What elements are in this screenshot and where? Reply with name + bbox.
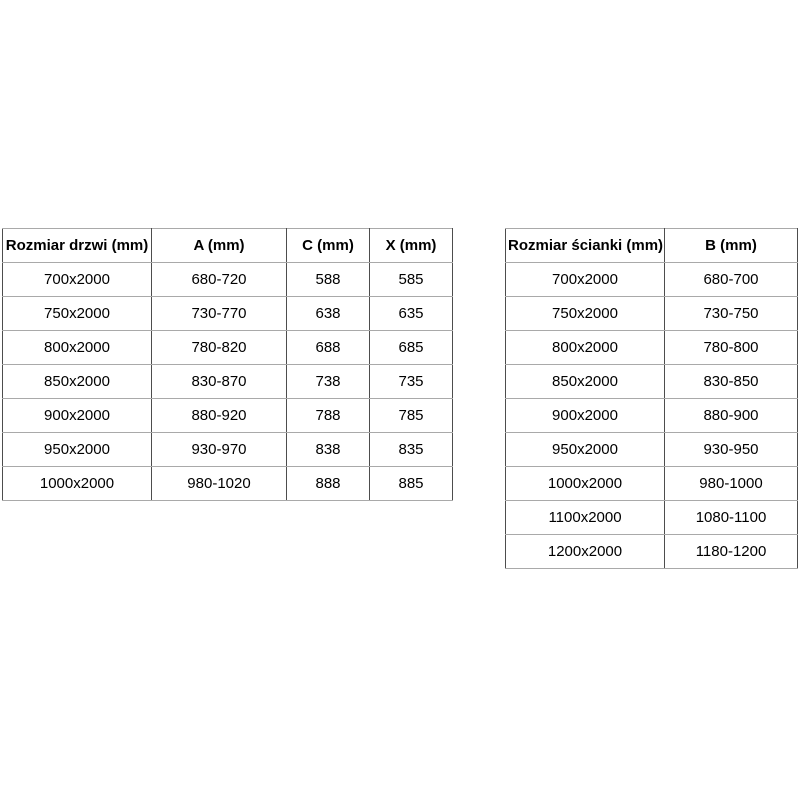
- table-row: [506, 535, 798, 569]
- door-size-table: [2, 228, 453, 501]
- table-cell: 800x2000: [506, 331, 665, 365]
- column-header: A (mm): [152, 229, 287, 263]
- table-cell: 838: [287, 433, 370, 467]
- column-header: Rozmiar ścianki (mm): [506, 229, 665, 263]
- table-cell: 585: [370, 263, 453, 297]
- table-cell: 680-720: [152, 263, 287, 297]
- table-cell: 700x2000: [506, 263, 665, 297]
- table-row: [3, 467, 453, 501]
- column-header: C (mm): [287, 229, 370, 263]
- table-cell: 680-700: [665, 263, 798, 297]
- table-cell: 880-920: [152, 399, 287, 433]
- table-cell: 685: [370, 331, 453, 365]
- table-cell: 830-850: [665, 365, 798, 399]
- table-cell: 730-750: [665, 297, 798, 331]
- table-row: [3, 399, 453, 433]
- table-row: [506, 467, 798, 501]
- door-size-table-body: [3, 263, 453, 501]
- table-row: [3, 365, 453, 399]
- table-row: [3, 433, 453, 467]
- header-row: [3, 229, 453, 263]
- table-row: [3, 263, 453, 297]
- table-cell: 638: [287, 297, 370, 331]
- table-row: [506, 365, 798, 399]
- wall-size-table-body: [506, 263, 798, 569]
- column-header: X (mm): [370, 229, 453, 263]
- table-row: [506, 263, 798, 297]
- table-cell: 900x2000: [3, 399, 152, 433]
- table-cell: 688: [287, 331, 370, 365]
- table-cell: 835: [370, 433, 453, 467]
- table-cell: 980-1000: [665, 467, 798, 501]
- table-cell: 885: [370, 467, 453, 501]
- table-cell: 738: [287, 365, 370, 399]
- table-row: [3, 297, 453, 331]
- table-cell: 800x2000: [3, 331, 152, 365]
- table-cell: 750x2000: [506, 297, 665, 331]
- table-cell: 1100x2000: [506, 501, 665, 535]
- header-row: [506, 229, 798, 263]
- table-cell: 830-870: [152, 365, 287, 399]
- table-cell: 785: [370, 399, 453, 433]
- table-row: [3, 331, 453, 365]
- table-cell: 880-900: [665, 399, 798, 433]
- table-cell: 788: [287, 399, 370, 433]
- column-header: Rozmiar drzwi (mm): [3, 229, 152, 263]
- table-cell: 850x2000: [506, 365, 665, 399]
- table-cell: 1180-1200: [665, 535, 798, 569]
- table-row: [506, 399, 798, 433]
- table-row: [506, 297, 798, 331]
- table-cell: 900x2000: [506, 399, 665, 433]
- table-cell: 780-800: [665, 331, 798, 365]
- table-cell: 850x2000: [3, 365, 152, 399]
- table-cell: 1000x2000: [506, 467, 665, 501]
- table-cell: 588: [287, 263, 370, 297]
- table-row: [506, 433, 798, 467]
- table-cell: 1000x2000: [3, 467, 152, 501]
- table-cell: 735: [370, 365, 453, 399]
- table-row: [506, 331, 798, 365]
- column-header: B (mm): [665, 229, 798, 263]
- table-cell: 1080-1100: [665, 501, 798, 535]
- wall-size-table: [505, 228, 798, 569]
- table-cell: 950x2000: [506, 433, 665, 467]
- table-cell: 750x2000: [3, 297, 152, 331]
- table-cell: 1200x2000: [506, 535, 665, 569]
- table-row: [506, 501, 798, 535]
- table-cell: 635: [370, 297, 453, 331]
- table-cell: 950x2000: [3, 433, 152, 467]
- table-cell: 930-970: [152, 433, 287, 467]
- table-cell: 980-1020: [152, 467, 287, 501]
- wall-size-table-header: [506, 229, 798, 263]
- table-cell: 700x2000: [3, 263, 152, 297]
- table-cell: 780-820: [152, 331, 287, 365]
- table-cell: 930-950: [665, 433, 798, 467]
- table-cell: 730-770: [152, 297, 287, 331]
- door-size-table-header: [3, 229, 453, 263]
- table-cell: 888: [287, 467, 370, 501]
